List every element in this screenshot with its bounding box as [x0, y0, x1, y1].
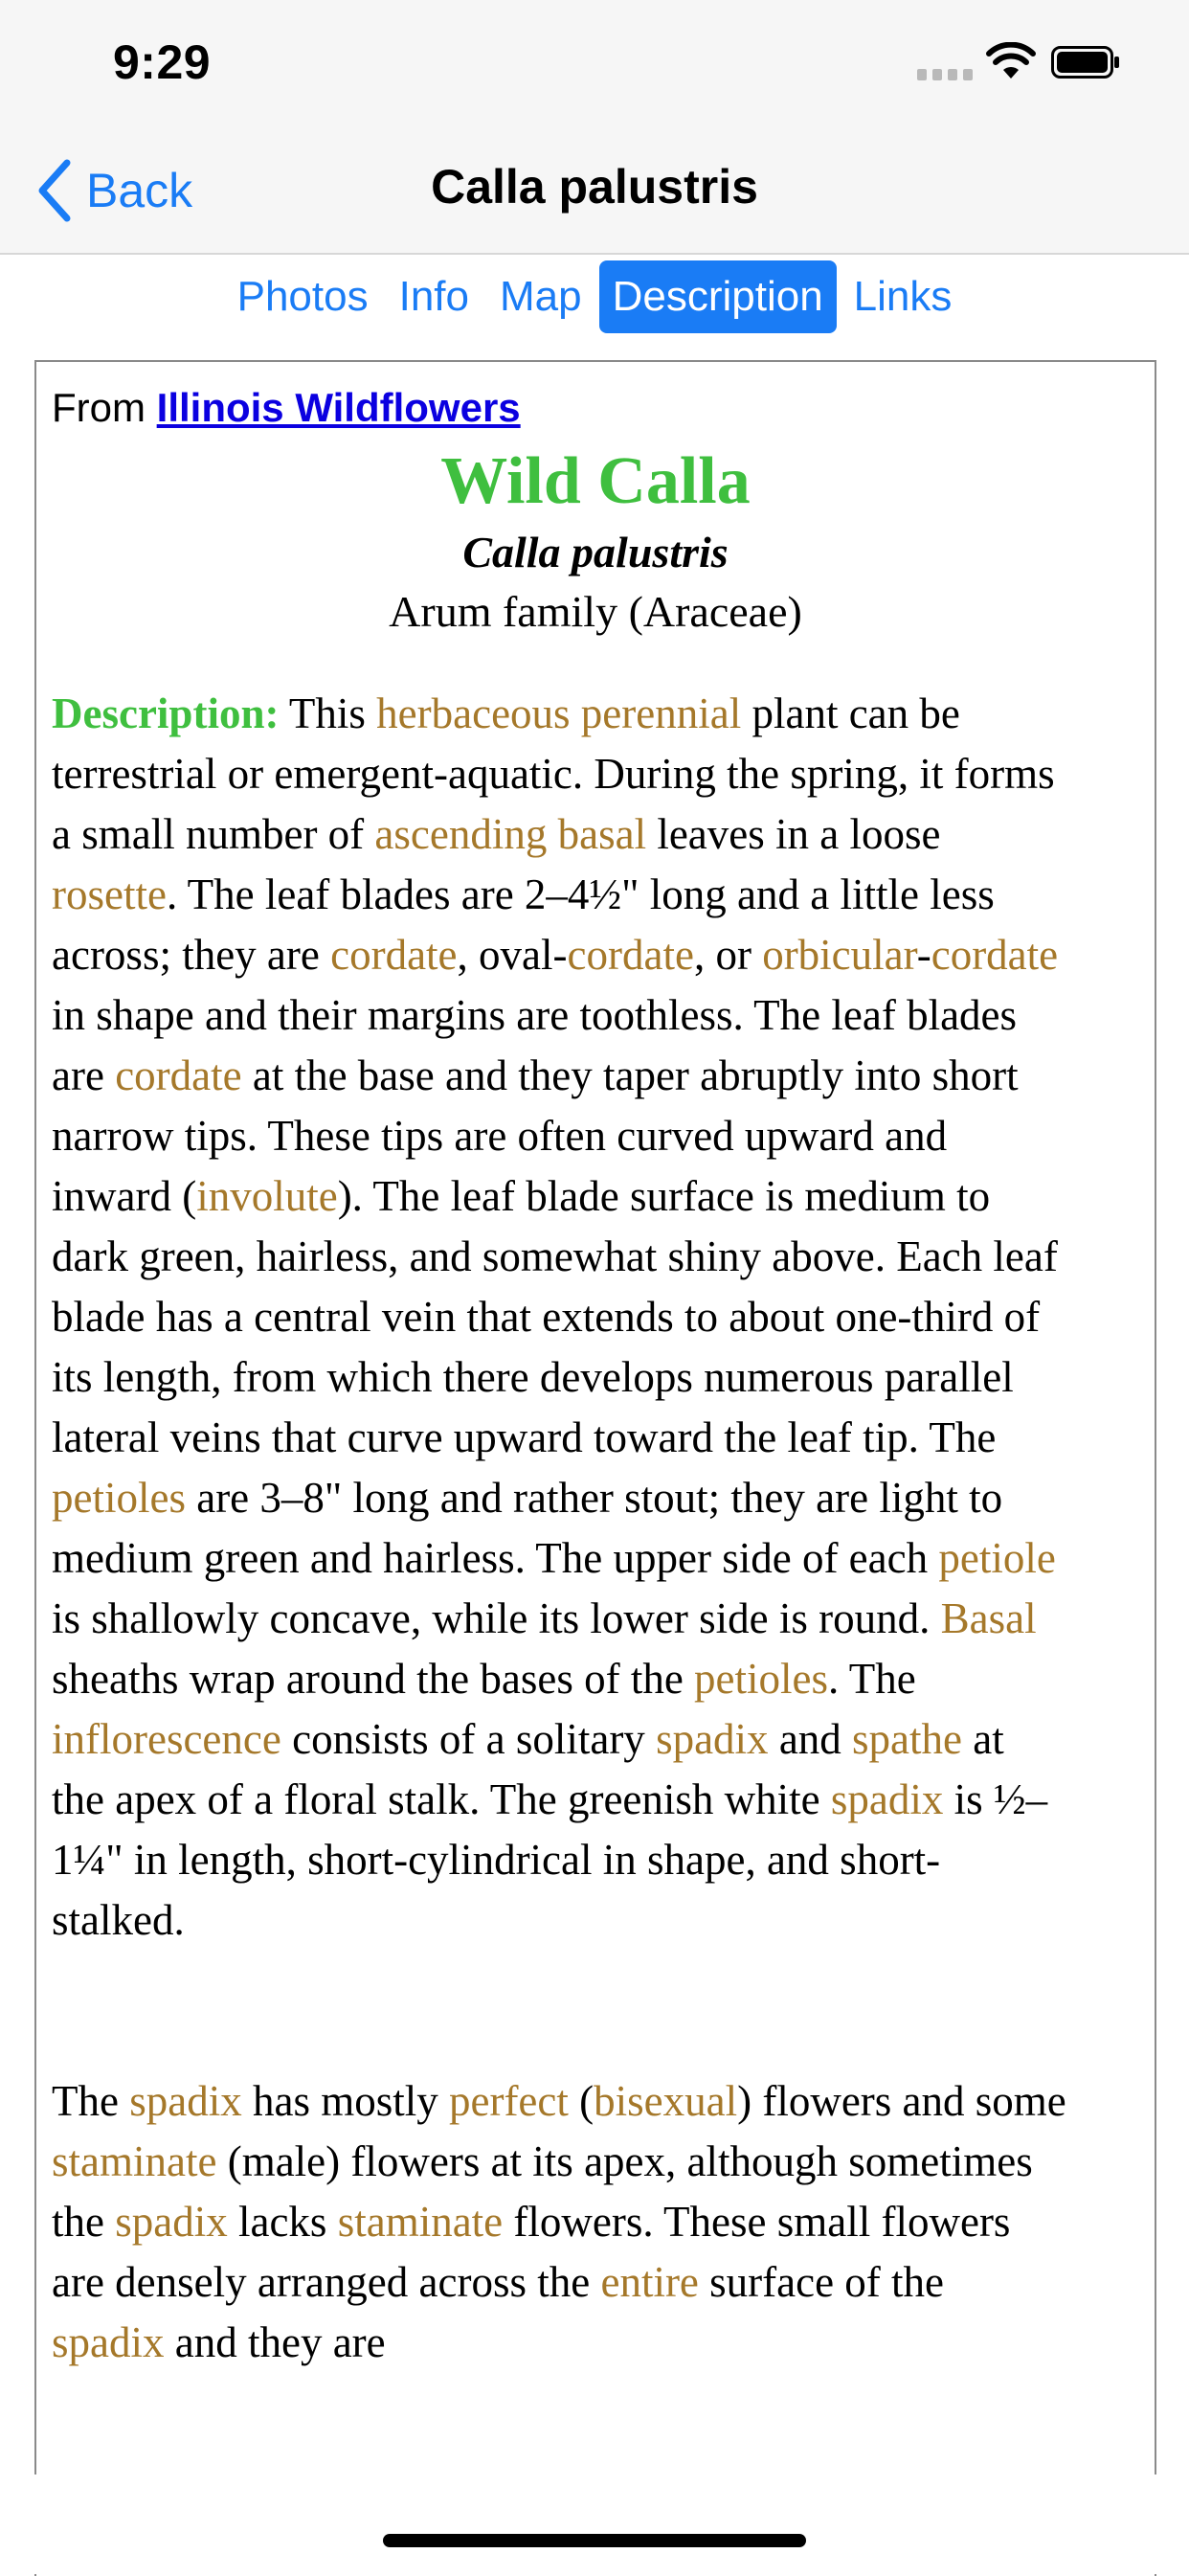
body-text: at the base and they taper abruptly into short narrow tips. These tips are often curved upward and inward (	[52, 1051, 1019, 1220]
tab-map[interactable]: Map	[499, 273, 582, 320]
body-text: , or	[693, 931, 763, 979]
home-indicator[interactable]	[383, 2534, 806, 2547]
body-text: plant can be terrestrial or emergent-aquatic. During the spring, it forms a small number of	[52, 689, 1055, 858]
glossary-term-link[interactable]: cordate	[567, 931, 694, 979]
body-text: This	[279, 689, 377, 737]
glossary-term-link[interactable]: rosette	[52, 870, 167, 918]
glossary-term-link[interactable]: spadix	[656, 1715, 769, 1763]
tab-description[interactable]: Description	[599, 260, 837, 333]
body-text: at the apex of a floral stalk. The greenish white	[52, 1715, 1004, 1823]
glossary-term-link[interactable]: involute	[196, 1172, 338, 1220]
glossary-term-link[interactable]: entire	[600, 2258, 699, 2306]
body-text: and	[768, 1715, 853, 1763]
body-text: leaves in a loose	[646, 810, 941, 858]
common-name: Wild Calla	[440, 444, 751, 518]
glossary-term-link[interactable]: perfect	[448, 2077, 569, 2125]
glossary-term-link[interactable]: spathe	[852, 1715, 963, 1763]
body-text: . The leaf blades are 2–4½" long and a little less across; they are	[52, 870, 995, 979]
body-text: lacks	[227, 2198, 338, 2246]
page-title: Calla palustris	[431, 160, 758, 214]
bottom-safe-area	[0, 2474, 1189, 2574]
body-text: is ½–1¼" in length, short-cylindrical in shape, and short-stalked.	[52, 1775, 1048, 1944]
description-webview[interactable]	[34, 360, 1156, 2576]
description-paragraph-1	[52, 684, 1066, 1951]
battery-icon	[1051, 46, 1120, 79]
body-text: are 3–8" long and rather stout; they are light to medium green and hairless. The upper side of each	[52, 1474, 1003, 1582]
glossary-term-link[interactable]: bisexual	[594, 2077, 738, 2125]
p2-body	[52, 2077, 1066, 2366]
body-text: sheaths wrap around the bases of the	[52, 1655, 695, 1703]
p1-body	[52, 689, 1058, 1944]
body-text: flowers. These small flowers are densely arranged across the	[52, 2198, 1011, 2306]
tab-photos[interactable]: Photos	[236, 273, 369, 320]
status-bar	[0, 0, 1189, 134]
navigation-bar	[0, 134, 1189, 255]
glossary-term-link[interactable]: spadix	[830, 1775, 944, 1823]
source-prefix: From	[52, 385, 157, 430]
back-label: Back	[86, 164, 193, 217]
glossary-term-link[interactable]: cordate	[330, 931, 458, 979]
article-content	[52, 383, 1066, 2373]
family-name: Arum family (Araceae)	[389, 587, 802, 636]
glossary-term-link[interactable]: herbaceous perennial	[376, 689, 742, 737]
glossary-term-link[interactable]: orbicular	[762, 931, 917, 979]
body-text: consists of a solitary	[280, 1715, 657, 1763]
description-paragraph-2	[52, 2071, 1066, 2373]
segmented-tabs	[0, 257, 1189, 337]
glossary-term-link[interactable]: ascending basal	[374, 810, 647, 858]
glossary-term-link[interactable]: inflorescence	[52, 1715, 281, 1763]
body-text: surface of the	[698, 2258, 945, 2306]
source-link[interactable]: Illinois Wildflowers	[156, 385, 521, 430]
glossary-term-link[interactable]: Basal	[940, 1594, 1037, 1642]
body-text: (	[568, 2077, 594, 2125]
glossary-term-link[interactable]: staminate	[337, 2198, 504, 2246]
body-text: ). The leaf blade surface is medium to dark green, hairless, and somewhat shiny above. Each leaf blade has a central vein that extends to about one-third of its length, from which there develops numerous parallel lateral veins that curve upward toward the leaf tip. The	[52, 1172, 1058, 1461]
body-text: The	[52, 2077, 130, 2125]
glossary-term-link[interactable]: staminate	[52, 2137, 217, 2185]
body-text: ) flowers and some	[737, 2077, 1066, 2125]
glossary-term-link[interactable]: cordate	[931, 931, 1059, 979]
body-text: , oval-	[457, 931, 568, 979]
source-line	[52, 383, 1066, 433]
glossary-term-link[interactable]: petiole	[938, 1534, 1056, 1582]
wifi-icon	[986, 42, 1036, 80]
tab-links[interactable]: Links	[853, 273, 953, 320]
tab-info[interactable]: Info	[398, 273, 469, 320]
glossary-term-link[interactable]: spadix	[129, 2077, 242, 2125]
glossary-term-link[interactable]: spadix	[52, 2318, 165, 2366]
glossary-term-link[interactable]: cordate	[115, 1051, 242, 1099]
body-text: in shape and their margins are toothless. The leaf blades are	[52, 991, 1018, 1099]
glossary-term-link[interactable]: petioles	[694, 1655, 829, 1703]
body-text: . The	[828, 1655, 916, 1703]
status-time: 9:29	[113, 35, 212, 89]
glossary-term-link[interactable]: petioles	[52, 1474, 186, 1522]
latin-name: Calla palustris	[462, 528, 729, 576]
body-text: has mostly	[241, 2077, 449, 2125]
body-text: (male) flowers at its apex, although sometimes the	[52, 2137, 1033, 2246]
body-text: is shallowly concave, while its lower side is round.	[52, 1594, 941, 1642]
body-text: and they are	[164, 2318, 386, 2366]
cellular-signal-icon	[917, 69, 973, 80]
body-text: -	[916, 931, 931, 979]
description-label: Description:	[52, 689, 280, 737]
glossary-term-link[interactable]: spadix	[115, 2198, 228, 2246]
